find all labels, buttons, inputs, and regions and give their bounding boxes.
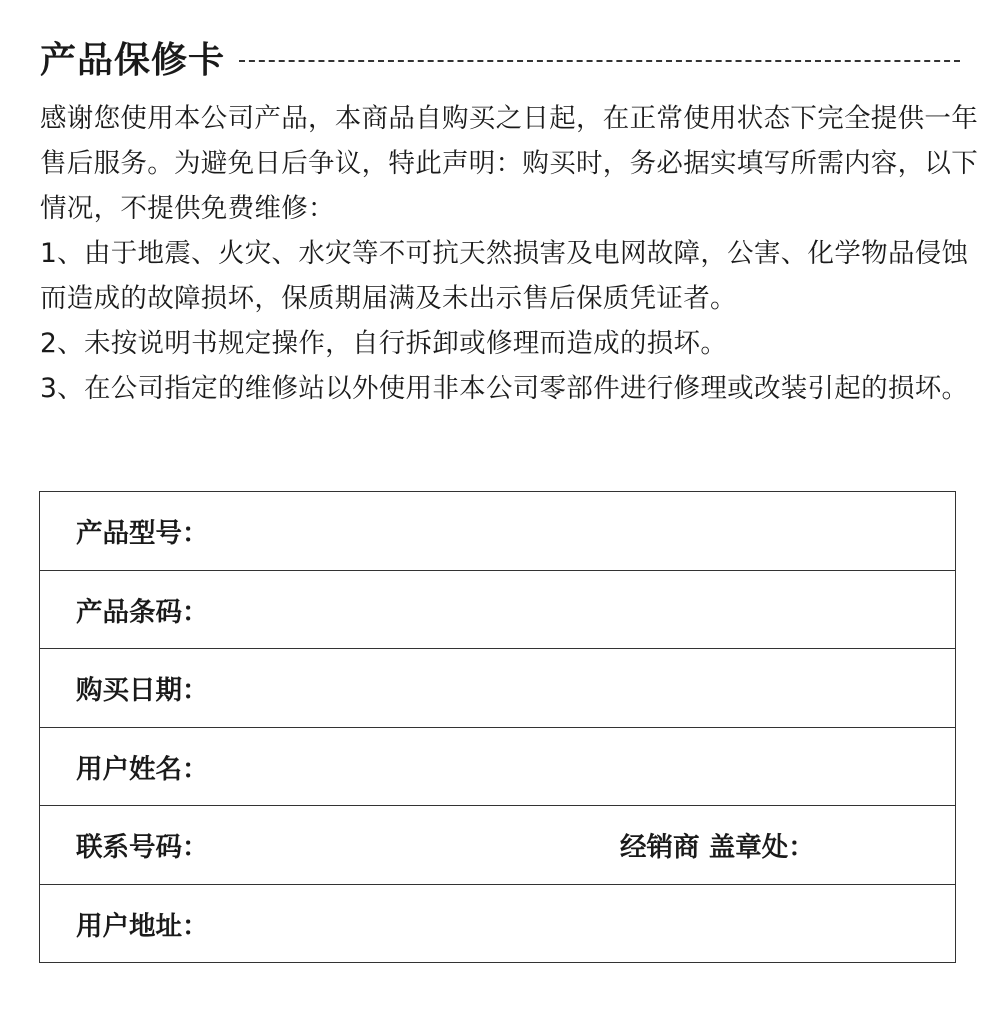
warranty-form-table	[39, 491, 956, 963]
field-label-user-address: 用户地址：	[76, 910, 209, 942]
notice-clause-3: 3、在公司指定的维修站以外使用非本公司零部件进行修理或改装引起的损坏。	[40, 373, 969, 404]
form-row-purchase-date[interactable]	[40, 649, 955, 728]
title-dashed-divider	[239, 60, 960, 62]
warranty-notice	[40, 96, 980, 411]
field-label-product-model: 产品型号：	[76, 518, 209, 550]
form-row-user-name[interactable]	[40, 728, 955, 807]
form-row-contact-number[interactable]	[40, 806, 955, 885]
form-row-product-barcode[interactable]	[40, 571, 955, 650]
form-row-user-address[interactable]	[40, 885, 955, 963]
form-row-product-model[interactable]	[40, 492, 955, 571]
notice-intro-paragraph: 感谢您使用本公司产品，本商品自购买之日起，在正常使用状态下完全提供一年售后服务。为避免日后争议，特此声明：购买时，务必据实填写所需内容，以下情况，不提供免费维修：	[40, 103, 978, 224]
field-label-user-name: 用户姓名：	[76, 753, 209, 785]
notice-clause-1: 1、由于地震、火灾、水灾等不可抗天然损害及电网故障，公害、化学物品侵蚀而造成的故障损坏，保质期届满及未出示售后保质凭证者。	[40, 238, 969, 314]
field-label-dealer-stamp: 经销商 盖章处：	[620, 832, 815, 864]
notice-clause-2: 2、未按说明书规定操作，自行拆卸或修理而造成的损坏。	[40, 328, 728, 359]
title-row	[40, 34, 960, 80]
field-label-contact-number: 联系号码：	[76, 832, 209, 864]
page-title: 产品保修卡	[40, 39, 226, 81]
field-label-product-barcode: 产品条码：	[76, 596, 209, 628]
field-label-purchase-date: 购买日期：	[76, 675, 209, 707]
